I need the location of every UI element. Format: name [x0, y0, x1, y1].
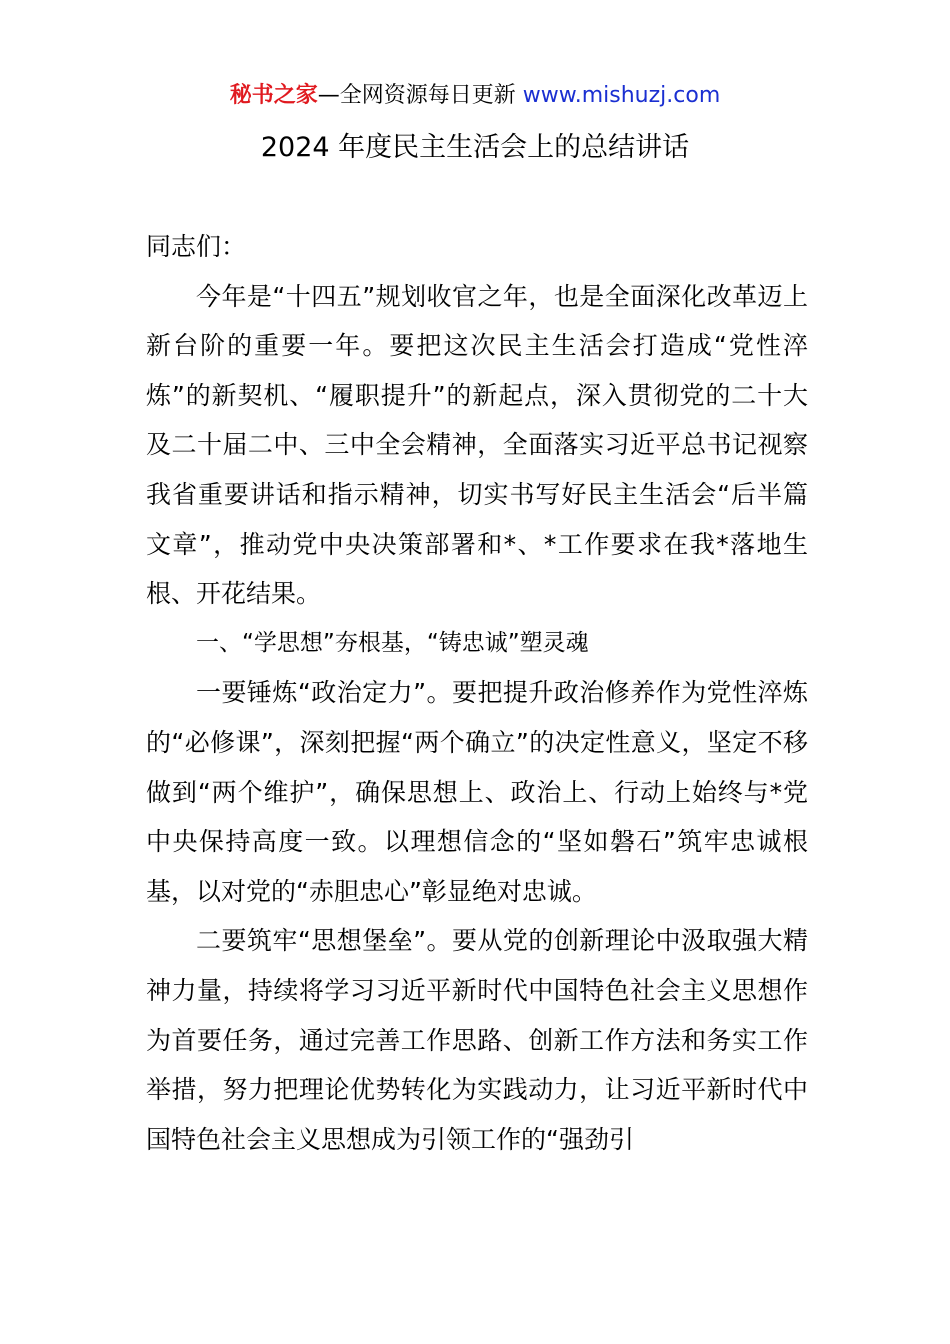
section-heading-1: 一、“学思想”夯根基，“铸忠诚”塑灵魂 — [196, 629, 589, 656]
document-title: 2024 年度民主生活会上的总结讲话 — [260, 132, 690, 163]
paragraph-political-discipline: 一要锤炼“政治定力”。要把提升政治修养作为党性淬炼的“必修课”，深刻把握“两个确立”的决定性意义，坚定不移做到“两个维护”，确保思想上、政治上、行动上始终与*党中央保持高度一致。以理想信念的“坚如磐石”筑牢忠诚根基，以对党的“赤胆忠心”彰显绝对忠诚。 — [146, 678, 808, 906]
site-tagline: —全网资源每日更新 — [317, 83, 516, 108]
paragraph-ideological-bastion: 二要筑牢“思想堡垒”。要从党的创新理论中汲取强大精神力量，持续将学习习近平新时代中国特色社会主义思想作为首要任务，通过完善工作思路、创新工作方法和务实工作举措，努力把理论优势转化为实践动力，让习近平新时代中国特色社会主义思想成为引领工作的“强劲引 — [146, 926, 808, 1154]
salutation: 同志们： — [146, 232, 247, 261]
paragraph-intro: 今年是“十四五”规划收官之年，也是全面深化改革迈上新台阶的重要一年。要把这次民主生活会打造成“党性淬炼”的新契机、“履职提升”的新起点，深入贯彻党的二十大及二十届二中、三中全会精神，全面落实习近平总书记视察我省重要讲话和指示精神，切实书写好民主生活会“后半篇文章”，推动党中央决策部署和*、*工作要求在我*落地生根、开花结果。 — [146, 281, 808, 609]
document-body — [146, 222, 808, 1164]
site-brand: 秘书之家 — [229, 83, 318, 108]
site-header — [0, 80, 950, 112]
site-url-link[interactable]: www.mishuzj.com — [522, 83, 721, 108]
